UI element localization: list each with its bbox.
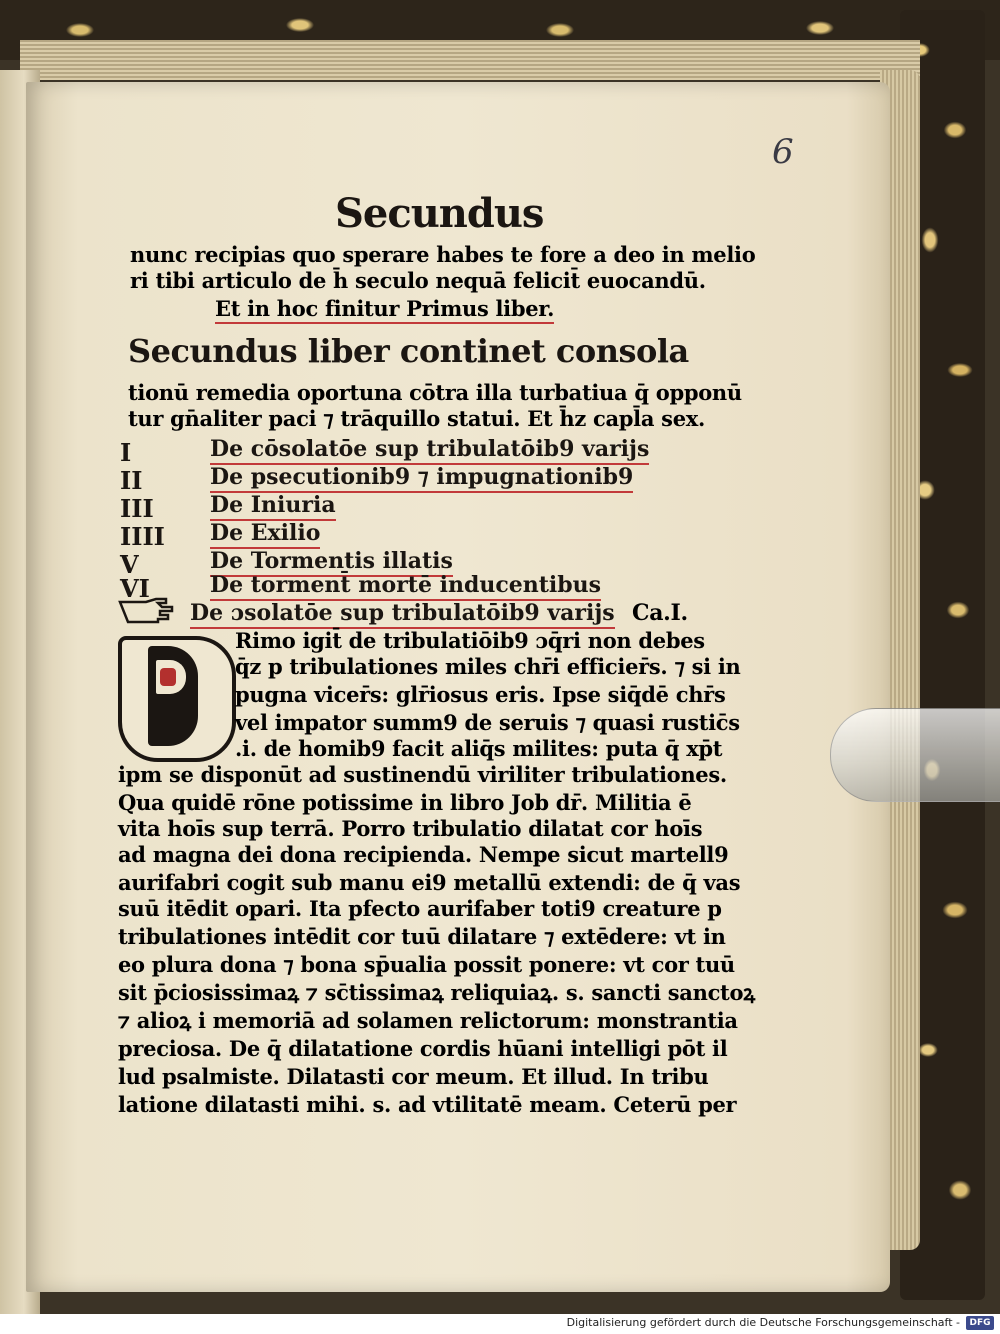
explicit-text: Et in hoc finitur Primus liber. [215, 296, 554, 324]
body-line: eo plura dona ⁊ bona sp̄ualia possit ponere: vt cor tuū [118, 952, 735, 977]
text-line: ri tibi articulo de h̄ seculo nequā felicit̄ euocandū. [130, 268, 706, 293]
body-line: vel impator summ9 de seruis ⁊ quasi rustic̄s [235, 710, 740, 735]
toc-number: II [120, 466, 143, 495]
manicule-icon [118, 596, 178, 624]
toc-entry [210, 572, 601, 598]
page-edges-top [20, 40, 920, 80]
toc-entry-text: De Exilio [210, 520, 320, 549]
body-line: tribulationes intēdit cor tuū dilatare ⁊ extēdere: vt in [118, 924, 726, 949]
footer-credit: Digitalisierung gefördert durch die Deutsche Forschungsgemeinschaft - [566, 1316, 960, 1329]
toc-entry-text: De Tormentis illatis [210, 548, 453, 577]
body-line: ipm se disponūt ad sustinendū viriliter tribulationes. [118, 762, 727, 787]
toc-entry [210, 520, 320, 546]
body-line: pugna vicer̄s: glr̄iosus eris. Ipse siq̄dē chr̄s [235, 682, 726, 707]
body-line: latione dilatasti mihi. s. ad vtilitatē meam. Ceterū per [118, 1092, 737, 1117]
toc-entry [210, 548, 453, 574]
toc-number: I [120, 438, 132, 467]
body-line: ad magna dei dona recipienda. Nempe sicut martell9 [118, 842, 729, 867]
running-head [335, 190, 543, 237]
body-line: .i. de homib9 facit aliq̄s milites: puta q̄ xp̄t [235, 736, 723, 761]
footer-bar [0, 1314, 1000, 1334]
body-line: Rimo igit̄ de tribulatiōib9 ɔq̄ri non debes [235, 628, 705, 653]
toc-entry [210, 492, 336, 518]
dfg-logo: DFG [966, 1316, 994, 1330]
toc-entry-text: De cōsolatōe sup tribulatōib9 varijs [210, 436, 649, 465]
toc-entry-text: De torment̄ mortē inducentibus [210, 572, 601, 601]
body-line: suū itēdit opari. Ita pfecto aurifaber toti9 creature p [118, 896, 722, 921]
explicit-line [215, 296, 554, 322]
decorated-initial [118, 636, 236, 762]
body-line: ⁊ alioꝝ i memoriā ad solamen relictorum: monstrantia [118, 1008, 738, 1033]
running-head-text: Secundus [335, 190, 544, 237]
toc-entry [210, 464, 633, 490]
body-line: q̄z p tribulationes miles chr̄i efficier̄s. ⁊ si in [235, 654, 741, 679]
toc-number: III [120, 494, 154, 523]
page-clip [830, 708, 1000, 802]
folio-number: 6 [772, 132, 794, 172]
text-line: nunc recipias quo sperare habes te fore a deo in melio [130, 242, 756, 267]
toc-entry-text: De psecutionib9 ⁊ impugnationib9 [210, 464, 633, 493]
body-line: sit p̄ciosissimaꝝ ⁊ sc̄tissimaꝝ reliquiaꝝ. s. sancti sanctoꝝ [118, 980, 755, 1005]
toc-entry-text: De Iniuria [210, 492, 336, 521]
chapter-heading-text: De ɔsolatōe sup tribulatōib9 varijs [190, 600, 615, 629]
chapter-label: Ca.I. [632, 600, 688, 626]
intro-line: tur gn̄aliter paci ⁊ trāquillo statui. Et h̄z capl̄a sex. [128, 406, 705, 431]
toc-entry [210, 436, 649, 462]
body-line: vita hoīs sup terrā. Porro tribulatio dilatat cor hoīs [118, 816, 703, 841]
intro-line: tionū remedia oportuna cōtra illa turbatiua q̄ opponū [128, 380, 742, 405]
toc-number: VI [120, 574, 150, 603]
chapter-heading [190, 600, 615, 626]
body-line: aurifabri cogit sub manu ei9 metallū extendi: de q̄ vas [118, 870, 741, 895]
body-line: Qua quidē rōne potissime in libro Job dr̄. Militia ē [118, 790, 692, 815]
body-line: preciosa. De q̄ dilatatione cordis hūani intelligi pōt il [118, 1036, 728, 1061]
toc-number: V [120, 550, 139, 579]
toc-number: IIII [120, 522, 165, 551]
book-title: Secundus liber continet consola [128, 332, 689, 370]
body-line: lud psalmiste. Dilatasti cor meum. Et illud. In tribu [118, 1064, 709, 1089]
